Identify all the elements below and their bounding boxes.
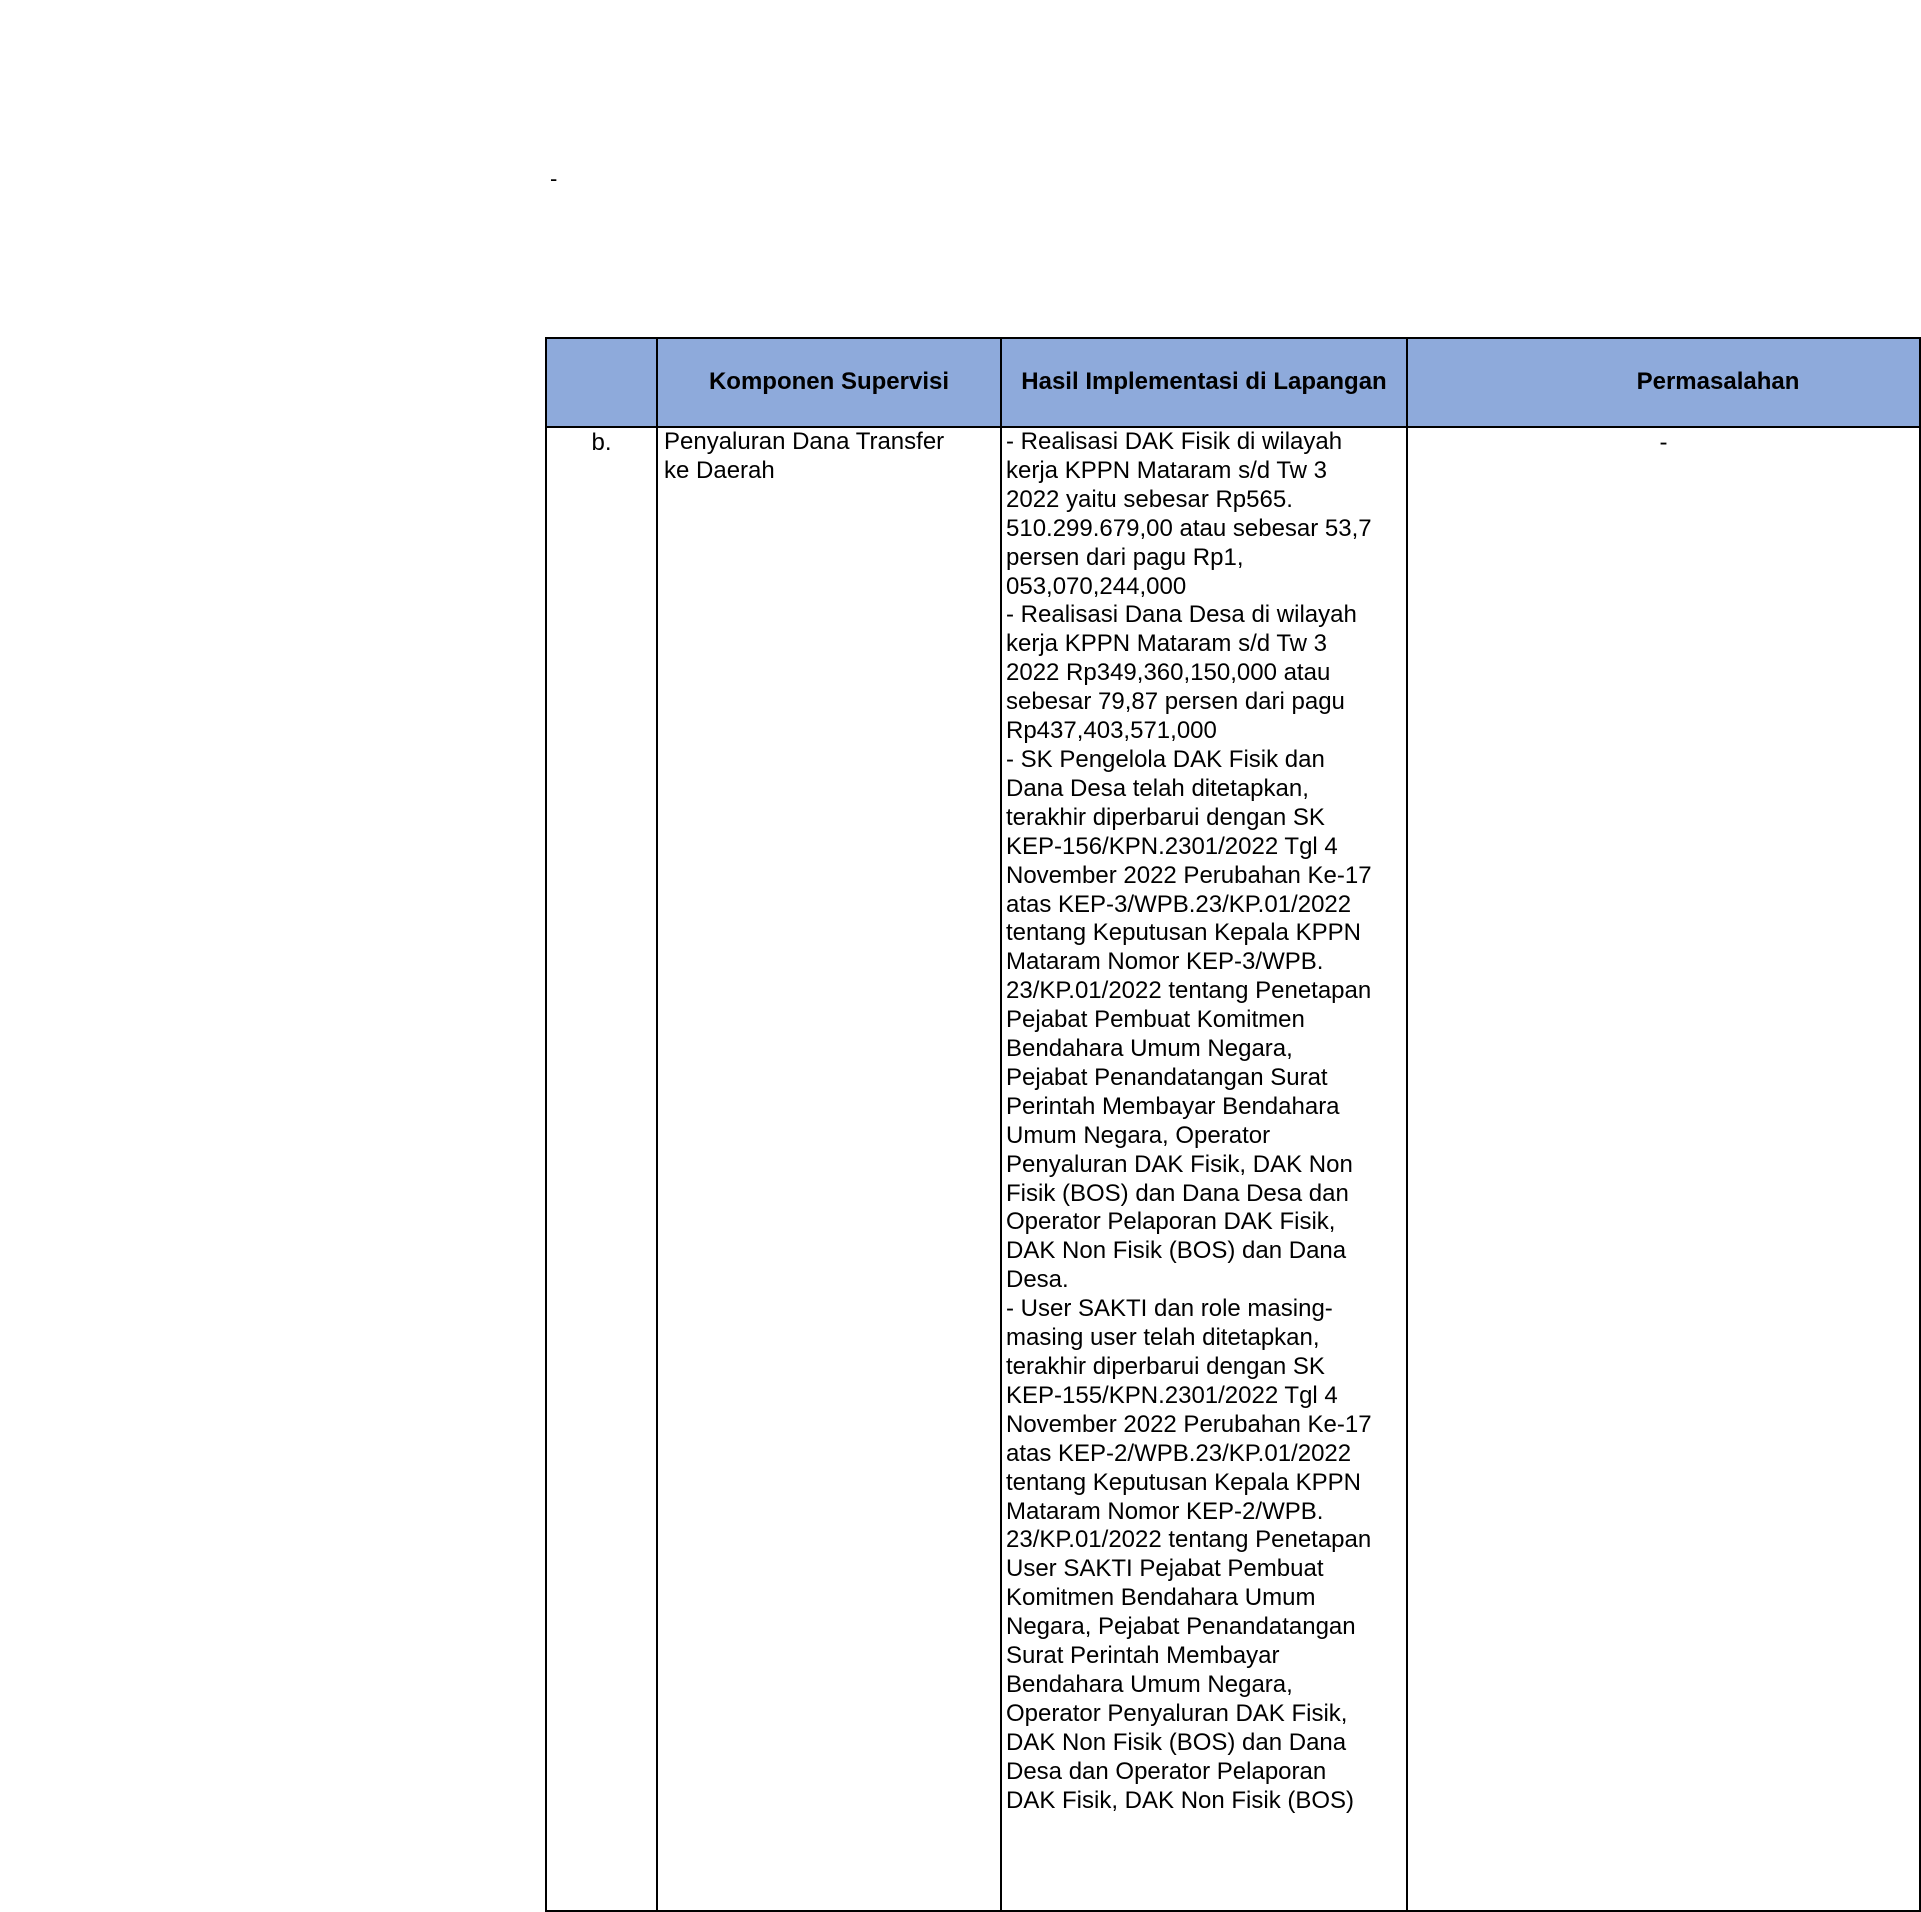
cell-permasalahan: - [1407, 427, 1920, 1911]
header-cell-hasil: Hasil Implementasi di Lapangan [1001, 338, 1407, 427]
header-cell-permasalahan: Permasalahan [1407, 338, 1920, 427]
table-row [546, 427, 1920, 1911]
supervision-matrix-table [545, 337, 1921, 1912]
table-header-row [546, 338, 1920, 427]
cell-number: b. [546, 427, 657, 1911]
header-cell-komponen: Komponen Supervisi [657, 338, 1001, 427]
cell-komponen: Penyaluran Dana Transfer ke Daerah [657, 427, 1001, 1911]
cell-hasil: - Realisasi DAK Fisik di wilayah kerja KPPN Mataram s/d Tw 3 2022 yaitu sebesar Rp565. 510.299.679,00 atau sebesar 53,7 persen dari pagu Rp1, 053,070,244,000 - Realisasi Dana Desa di wilayah kerja KPPN Mataram s/d Tw 3 2022 Rp349,360,150,000 atau sebesar 79,87 persen dari pagu Rp437,403,571,000 - SK Pengelola DAK Fisik dan Dana Desa telah ditetapkan, terakhir diperbarui dengan SK KEP-156/KPN.2301/2022 Tgl 4 November 2022 Perubahan Ke-17 atas KEP-3/WPB.23/KP.01/2022 tentang Keputusan Kepala KPPN Mataram Nomor KEP-3/WPB. 23/KP.01/2022 tentang Penetapan Pejabat Pembuat Komitmen Bendahara Umum Negara, Pejabat Penandatangan Surat Perintah Membayar Bendahara Umum Negara, Operator Penyaluran DAK Fisik, DAK Non Fisik (BOS) dan Dana Desa dan Operator Pelaporan DAK Fisik, DAK Non Fisik (BOS) dan Dana Desa. - User SAKTI dan role masing- masing user telah ditetapkan, terakhir diperbarui dengan SK KEP-155/KPN.2301/2022 Tgl 4 November 2022 Perubahan Ke-17 atas KEP-2/WPB.23/KP.01/2022 tentang Keputusan Kepala KPPN Mataram Nomor KEP-2/WPB. 23/KP.01/2022 tentang Penetapan User SAKTI Pejabat Pembuat Komitmen Bendahara Umum Negara, Pejabat Penandatangan Surat Perintah Membayar Bendahara Umum Negara, Operator Penyaluran DAK Fisik, DAK Non Fisik (BOS) dan Dana Desa dan Operator Pelaporan DAK Fisik, DAK Non Fisik (BOS) [1001, 427, 1407, 1911]
header-cell-number [546, 338, 657, 427]
top-dash-mark: - [550, 166, 558, 191]
